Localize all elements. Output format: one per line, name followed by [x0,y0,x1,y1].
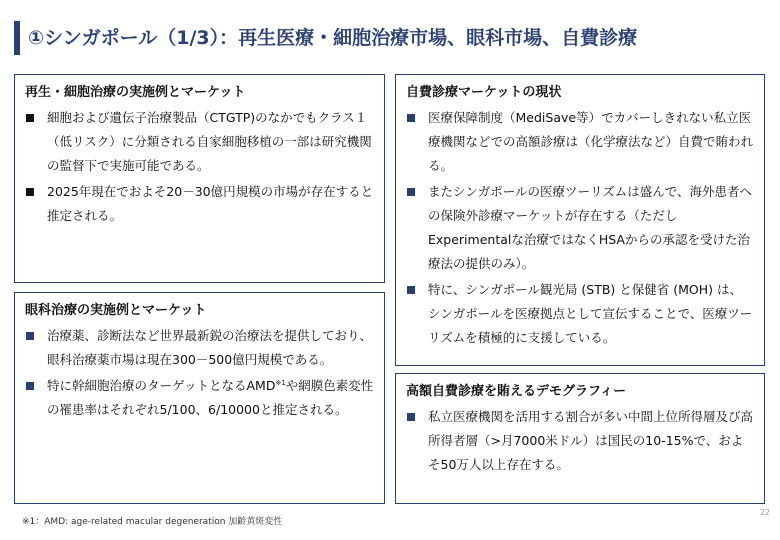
square-bullet-icon [407,413,415,421]
footnote: ※1：AMD: age-related macular degeneration 加齢黄斑変性 [22,517,283,527]
square-bullet-icon [407,188,415,196]
square-bullet-icon [26,382,34,390]
regen-box-list [25,106,374,228]
footnote-marker: ※1 [275,378,286,387]
list-item: 私立医療機関を活用する割合が多い中間上位所得層及び高所得者層（>月7000米ドル）は国民の10-15%で、およそ50万人以上存在する。 [406,405,754,477]
square-bullet-icon [26,114,34,122]
regen-cell-therapy-box [14,74,385,283]
list-item: 治療薬、診断法など世界最新鋭の治療法を提供しており、眼科治療薬市場は現在300－500億円規模である。 [25,324,374,372]
self-pay-market-box [395,74,765,366]
regen-box-heading: 再生・細胞治療の実施例とマーケット [25,85,246,100]
list-item: 細胞および遺伝子治療製品（CTGTP)のなかでもクラス１（低リスク）に分類される自家細胞移植の一部は研究機関の監督下で実施可能である。 [25,106,374,178]
demographics-box-heading: 高額自費診療を賄えるデモグラフィー [406,384,626,399]
list-item: またシンガポールの医療ツーリズムは盛んで、海外患者への保険外診療マーケットが存在する（ただしExperimentalな治療ではなくHSAからの承認を受けた治療法の提供のみ）。 [406,180,754,276]
list-item: 医療保障制度（MediSave等）でカバーしきれない私立医療機関などでの高額診療は（化学療法など）自費で賄われる。 [406,106,754,178]
list-item: 2025年現在でおよそ20－30億円規模の市場が存在すると推定される。 [25,180,374,228]
square-bullet-icon [26,188,34,196]
list-item: 特に、シンガポール観光局 (STB) と保健省 (MOH) は、シンガポールを医療拠点として宣伝することで、医療ツーリズムを積極的に支援している。 [406,278,754,350]
page-title: ①シンガポール（1/3）：再生医療・細胞治療市場、眼科市場、自費診療 [28,27,638,49]
demographics-box [395,373,765,504]
ophthalmology-box [14,292,385,504]
page-number: 22 [759,508,770,517]
square-bullet-icon [26,332,34,340]
square-bullet-icon [407,286,415,294]
self-pay-box-list [406,106,754,350]
list-item: 特に幹細胞治療のターゲットとなるAMD$^{※1}$や網膜色素変性の罹患率はそれぞれ5/100、6/10000と推定される。 [25,374,374,422]
title-accent-bar [14,21,20,55]
eye-box-list [25,324,374,422]
square-bullet-icon [407,114,415,122]
demographics-box-list [406,405,754,477]
eye-box-heading: 眼科治療の実施例とマーケット [25,303,207,318]
self-pay-box-heading: 自費診療マーケットの現状 [406,85,562,100]
